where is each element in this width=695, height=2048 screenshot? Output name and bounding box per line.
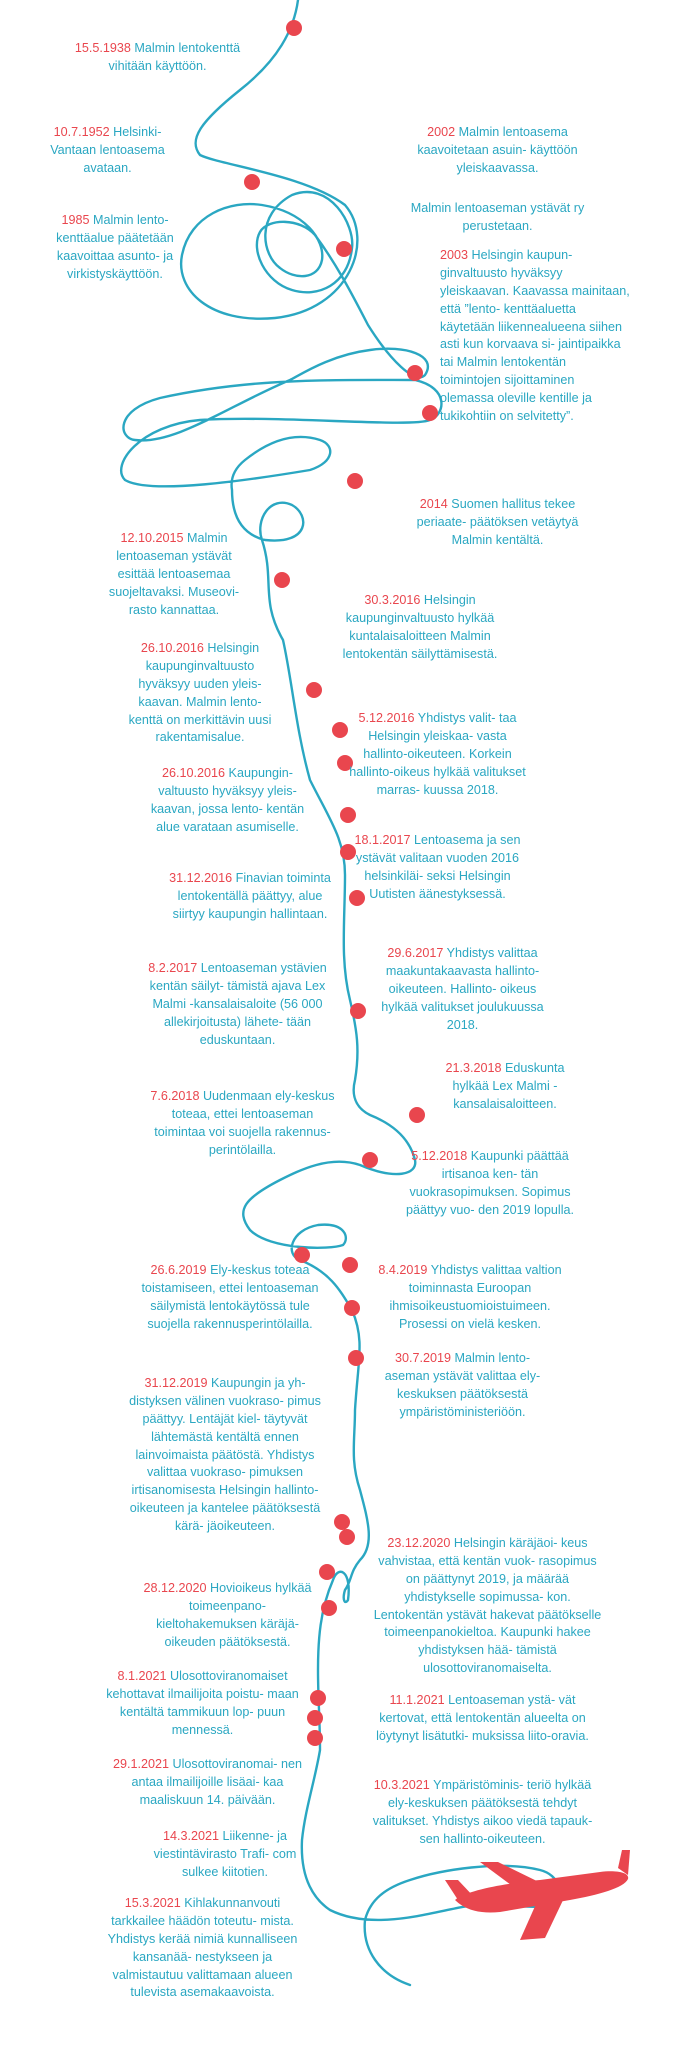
event-dot[interactable] <box>319 1564 335 1580</box>
timeline-event <box>70 40 245 76</box>
timeline-event <box>370 1262 570 1334</box>
timeline-event <box>400 1148 580 1220</box>
timeline-event <box>330 592 510 664</box>
event-date: 10.3.2021 <box>373 1778 430 1792</box>
timeline-event <box>375 1350 550 1422</box>
event-date: 7.6.2018 <box>150 1089 200 1103</box>
timeline-event <box>440 247 630 426</box>
event-description: Ulosottoviranomaiset kehottavat ilmailijoita poistu- maan kentältä tammikuun lop- puun mennessä. <box>106 1669 299 1737</box>
event-description: Eduskunta hylkää Lex Malmi -kansalaisaloitteen. <box>452 1061 565 1111</box>
event-description: Malmin lentokenttä vihitään käyttöön. <box>108 41 241 73</box>
event-date: 15.5.1938 <box>74 41 131 55</box>
timeline-event <box>140 1580 315 1652</box>
event-description: Kihlakunnanvouti tarkkailee häädön toteutu- mista. Yhdistys kerää nimiä kunnalliseen kansanää- nestykseen ja valmistautuu valittamaan alueen tulevista asemakaavoista. <box>107 1896 298 2000</box>
event-description: Helsingin kaupunginvaltuusto hylkää kuntalaisaloitteen Malmin lentokentän säilyttämisestä. <box>342 593 498 661</box>
event-date: 2002 <box>427 125 456 139</box>
event-description: Ulosottoviranomai- nen antaa ilmailijoille lisäai- kaa maaliskuun 14. päivään. <box>131 1757 303 1807</box>
event-date: 8.2.2017 <box>148 961 198 975</box>
timeline-event <box>120 1375 330 1536</box>
event-date: 28.12.2020 <box>143 1581 207 1595</box>
event-date: 26.10.2016 <box>162 766 226 780</box>
timeline-event <box>130 1262 330 1334</box>
event-date: 2014 <box>419 497 448 511</box>
event-date: 2003 <box>440 248 469 262</box>
event-date: 12.10.2015 <box>120 531 184 545</box>
event-dot[interactable] <box>307 1710 323 1726</box>
event-description: Ely-keskus toteaa toistamiseen, ettei lentoaseman säilymistä lentokäytössä tule suojella rakennusperintölailla. <box>141 1263 319 1331</box>
event-description: Lentoasema ja sen ystävät valitaan vuoden 2016 helsinkiläi- seksi Helsingin Uutisten äänestyksessä. <box>355 833 521 901</box>
event-date: 29.6.2017 <box>387 946 444 960</box>
event-date: 5.12.2018 <box>411 1149 468 1163</box>
event-dot[interactable] <box>342 1257 358 1273</box>
event-dot[interactable] <box>348 1350 364 1366</box>
event-description: Helsingin käräjäoi- keus vahvistaa, että kentän vuok- rasopimus on päättynyt 2019, ja määrää yhdistykselle sopimussa- kon. Lentokentän ystävät hakevat päätökselle toimeenpanokieltoa. Kaupunki hakee yhdistyksen hää- tämistä ulosottoviranomaiselta. <box>373 1536 602 1676</box>
timeline-event <box>370 1535 605 1678</box>
event-description: Finavian toiminta lentokentällä päättyy, alue siirtyy kaupungin hallintaan. <box>172 871 331 921</box>
event-description: Malmin lento- aseman ystävät valittaa ely-keskuksen päätöksestä ympäristöministeriöön. <box>384 1351 541 1419</box>
event-description: Liikenne- ja viestintävirasto Trafi- com sulkee kiitotien. <box>153 1829 297 1879</box>
event-dot[interactable] <box>350 1003 366 1019</box>
event-dot[interactable] <box>306 682 322 698</box>
event-dot[interactable] <box>294 1247 310 1263</box>
timeline-event <box>370 1692 595 1746</box>
event-description: Ympäristöminis- teriö hylkää ely-keskuksen päätöksestä tehdyt valitukset. Yhdistys aikoo viedä tapauk- sen hallinto-oikeuteen. <box>372 1778 593 1846</box>
event-dot[interactable] <box>307 1730 323 1746</box>
event-date: 23.12.2020 <box>387 1536 451 1550</box>
event-description: Yhdistys valittaa maakuntakaavasta hallinto-oikeuteen. Hallinto- oikeus hylkää valitukset joulukuussa 2018. <box>381 946 544 1032</box>
timeline-event <box>370 945 555 1034</box>
timeline-event <box>370 1777 595 1849</box>
event-date: 8.4.2019 <box>378 1263 428 1277</box>
event-date: 8.1.2021 <box>117 1669 167 1683</box>
event-date: 29.1.2021 <box>112 1757 170 1771</box>
event-description: Yhdistys valit- taa Helsingin yleiskaa- vasta hallinto-oikeuteen. Korkein hallinto-oikeus hylkää valitukset marras- kuussa 2018. <box>349 711 526 797</box>
timeline-event <box>430 1060 580 1114</box>
timeline-event <box>120 640 280 747</box>
timeline-event <box>150 1088 335 1160</box>
timeline-event <box>100 1895 305 2002</box>
event-description: Lentoaseman ystä- vät kertovat, että lentokentän alueelta on löytynyt lisätutki- muksissa liito-oravia. <box>376 1693 589 1743</box>
event-date: 11.1.2021 <box>389 1693 445 1707</box>
event-dot[interactable] <box>340 807 356 823</box>
event-description: Malmin lentoaseman ystävät esittää lentoasemaa suojeltavaksi. Museovi- rasto kannattaa. <box>108 531 240 617</box>
event-description: Hovioikeus hylkää toimeenpano- kieltohakemuksen käräjä- oikeuden päätöksestä. <box>156 1581 312 1649</box>
event-description: Lentoaseman ystävien kentän säilyt- tämistä ajava Lex Malmi -kansalaisaloite (56 000 allekirjoitusta) lähete- tään eduskuntaan. <box>149 961 327 1047</box>
timeline-event <box>405 496 590 550</box>
event-description: Malmin lentoaseman ystävät ry perustetaan. <box>410 201 585 233</box>
event-dot[interactable] <box>286 20 302 36</box>
timeline-event <box>140 960 335 1049</box>
timeline-event <box>110 1756 305 1810</box>
event-description: Yhdistys valittaa valtion toiminnasta Euroopan ihmisoikeustuomioistuimeen. Prosessi on vielä kesken. <box>389 1263 562 1331</box>
event-date: 31.12.2019 <box>144 1376 208 1390</box>
timeline-event <box>40 124 175 178</box>
event-dot[interactable] <box>244 174 260 190</box>
event-dot[interactable] <box>310 1690 326 1706</box>
airplane-icon <box>445 1850 630 1940</box>
event-description: Kaupungin- valtuusto hyväksyy yleis- kaavan, jossa lento- kentän alue varataan asumiselle. <box>150 766 305 834</box>
event-description: Suomen hallitus tekee periaate- päätöksen vetäytyä Malmin kentältä. <box>416 497 579 547</box>
event-dot[interactable] <box>339 1529 355 1545</box>
event-dot[interactable] <box>407 365 423 381</box>
event-dot[interactable] <box>274 572 290 588</box>
timeline-event <box>40 212 190 284</box>
event-dot[interactable] <box>422 405 438 421</box>
event-description: Malmin lentoasema kaavoitetaan asuin- käyttöön yleiskaavassa. <box>417 125 578 175</box>
timeline-event <box>100 530 248 619</box>
event-date: 14.3.2021 <box>163 1829 220 1843</box>
event-date: 10.7.1952 <box>53 125 110 139</box>
event-dot[interactable] <box>347 473 363 489</box>
event-description: Helsingin kaupunginvaltuusto hyväksyy uuden yleis- kaavan. Malmin lento- kenttä on merkittävin uusi rakentamisalue. <box>128 641 272 745</box>
event-date: 5.12.2016 <box>358 711 415 725</box>
event-dot[interactable] <box>336 241 352 257</box>
event-dot[interactable] <box>409 1107 425 1123</box>
timeline-event <box>405 124 590 178</box>
timeline-event <box>100 1668 305 1740</box>
event-dot[interactable] <box>362 1152 378 1168</box>
timeline-event <box>150 1828 300 1882</box>
event-description: Helsingin kaupun- ginvaltuusto hyväksyy yleiskaavan. Kaavassa mainitaan, että ”lento- kenttäaluetta käytetään liikennealueena siihen asti kun korvaava si- jaintipaikka tai Malmin lentokentän toimintojen sijoittaminen olemassa oleville kentille ja tukikohtiin on selvitetty”. <box>440 248 630 423</box>
event-dot[interactable] <box>334 1514 350 1530</box>
event-date: 21.3.2018 <box>445 1061 502 1075</box>
timeline-event <box>345 832 530 904</box>
event-description: Helsinki-Vantaan lentoasema avataan. <box>50 125 165 175</box>
event-description: Kaupungin ja yh- distyksen välinen vuokraso- pimus päättyy. Lentäjät kiel- täytyvät lähtemästä kentältä ennen lainvoimaista päätöstä. Yhdistys valittaa vuokraso- pimuksen irtisanomisesta Helsingin hallinto-oikeuteen ja kantelee päätöksestä kärä- jäoikeuteen. <box>129 1376 321 1533</box>
event-date: 31.12.2016 <box>169 871 233 885</box>
event-date: 30.7.2019 <box>394 1351 451 1365</box>
event-date: 26.6.2019 <box>150 1263 207 1277</box>
event-date: 30.3.2016 <box>364 593 421 607</box>
event-dot[interactable] <box>344 1300 360 1316</box>
event-date: 18.1.2017 <box>354 833 411 847</box>
timeline-event <box>345 710 530 799</box>
event-description: Malmin lento- kenttäalue päätetään kaavoittaa asunto- ja virkistyskäyttöön. <box>56 213 174 281</box>
timeline-event <box>405 200 590 236</box>
event-dot[interactable] <box>321 1600 337 1616</box>
event-date: 15.3.2021 <box>124 1896 181 1910</box>
event-date: 26.10.2016 <box>140 641 204 655</box>
timeline-event <box>140 765 315 837</box>
event-description: Kaupunki päättää irtisanoa ken- tän vuokrasopimuksen. Sopimus päättyy vuo- den 2019 lopulla. <box>405 1149 575 1217</box>
event-description: Uudenmaan ely-keskus toteaa, ettei lentoaseman toimintaa voi suojella rakennus- perintölailla. <box>154 1089 335 1157</box>
timeline-event <box>160 870 340 924</box>
event-date: 1985 <box>61 213 90 227</box>
